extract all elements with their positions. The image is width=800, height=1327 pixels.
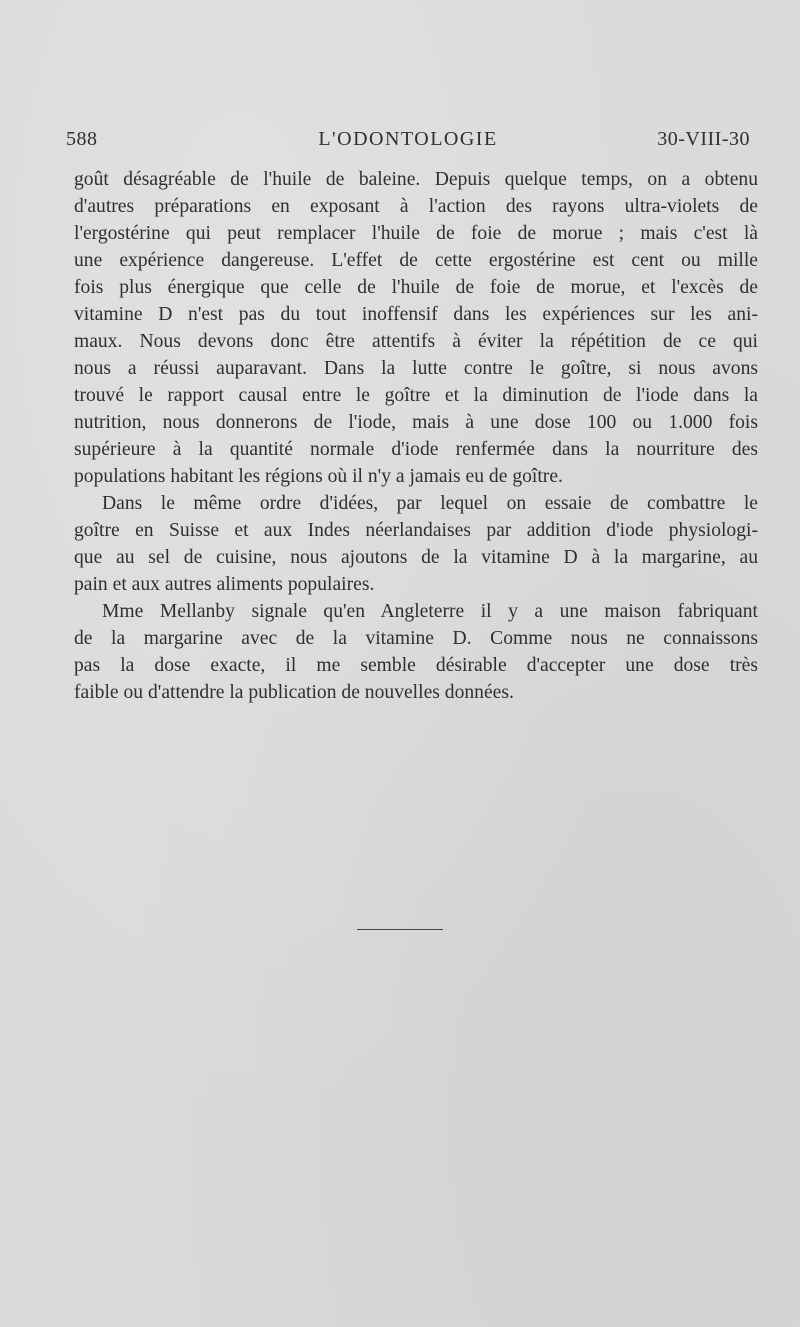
- text-line: goût désagréable de l'huile de baleine. Depuis quelque temps, on a obtenu: [74, 169, 758, 190]
- paragraph-2: [74, 490, 758, 598]
- text-line: populations habitant les régions où il n'y a jamais eu de goître.: [74, 466, 563, 487]
- end-rule: [357, 929, 443, 930]
- text-line: de la margarine avec de la vitamine D. Comme nous ne connaissons: [74, 628, 758, 649]
- text-line: Dans le même ordre d'idées, par lequel on essaie de combattre le: [102, 493, 758, 514]
- text-line: trouvé le rapport causal entre le goître et la diminution de l'iode dans la: [74, 385, 758, 406]
- body-text: [74, 166, 758, 706]
- text-line: que au sel de cuisine, nous ajoutons de la vitamine D à la margarine, au: [74, 547, 758, 568]
- text-line: une expérience dangereuse. L'effet de cette ergostérine est cent ou mille: [74, 250, 758, 271]
- journal-title: L'ODONTOLOGIE: [318, 128, 498, 150]
- text-line: pain et aux autres aliments populaires.: [74, 574, 375, 595]
- paragraph-1: [74, 166, 758, 490]
- text-line: fois plus énergique que celle de l'huile de foie de morue, et l'excès de: [74, 277, 758, 298]
- page-number: 588: [66, 128, 98, 150]
- text-line: d'autres préparations en exposant à l'action des rayons ultra-violets de: [74, 196, 758, 217]
- text-line: nous a réussi auparavant. Dans la lutte contre le goître, si nous avons: [74, 358, 758, 379]
- text-line: faible ou d'attendre la publication de nouvelles données.: [74, 682, 514, 703]
- paragraph-3: [74, 598, 758, 706]
- text-line: vitamine D n'est pas du tout inoffensif dans les expériences sur les ani-: [74, 304, 758, 325]
- text-line: goître en Suisse et aux Indes néerlandaises par addition d'iode physiologi-: [74, 520, 758, 541]
- running-head: [66, 128, 750, 156]
- text-line: Mme Mellanby signale qu'en Angleterre il y a une maison fabriquant: [102, 601, 758, 622]
- text-line: nutrition, nous donnerons de l'iode, mais à une dose 100 ou 1.000 fois: [74, 412, 758, 433]
- text-line: supérieure à la quantité normale d'iode renfermée dans la nourriture des: [74, 439, 758, 460]
- text-line: maux. Nous devons donc être attentifs à éviter la répétition de ce qui: [74, 331, 758, 352]
- issue-date: 30-VIII-30: [657, 128, 750, 150]
- text-line: pas la dose exacte, il me semble désirable d'accepter une dose très: [74, 655, 758, 676]
- text-line: l'ergostérine qui peut remplacer l'huile de foie de morue ; mais c'est là: [74, 223, 758, 244]
